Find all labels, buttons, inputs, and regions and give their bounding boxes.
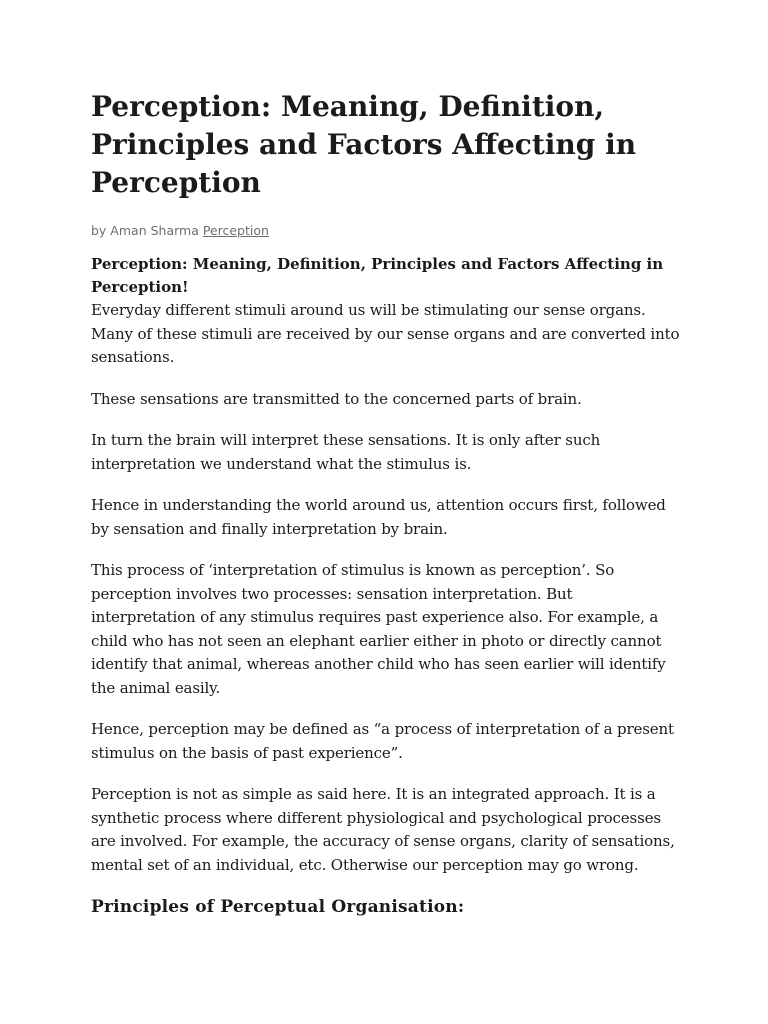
paragraph: These sensations are transmitted to the concerned parts of brain. bbox=[91, 389, 582, 408]
section-heading: Principles of Perceptual Organisation: bbox=[91, 897, 465, 917]
paragraph: Hence in understanding the world around us, attention occurs first, followed by sensation and finally interpretation by brain. bbox=[91, 496, 666, 538]
paragraph: Perception is not as simple as said here. It is an integrated approach. It is a synthetic process where different physiological and psychological processes are involved. For example, the accuracy of sense organs, clarity of sensations, mental set of an individual, etc. Otherwise our perception may go wrong. bbox=[91, 785, 675, 874]
article-title: Perception: Meaning, Definition, Principles and Factors Affecting in Perception bbox=[91, 90, 637, 199]
article-lead: Perception: Meaning, Definition, Principles and Factors Affecting in Perception! bbox=[91, 255, 664, 296]
paragraph: In turn the brain will interpret these sensations. It is only after such interpretation we understand what the stimulus is. bbox=[91, 431, 601, 473]
byline bbox=[91, 221, 681, 241]
category-link[interactable]: Perception bbox=[202, 223, 269, 238]
article bbox=[91, 88, 681, 919]
byline-author: by Aman Sharma bbox=[91, 223, 203, 238]
paragraph: Everyday different stimuli around us will be stimulating our sense organs. Many of these stimuli are received by our sense organs and are converted into sensations. bbox=[91, 301, 680, 366]
paragraph: Hence, perception may be defined as “a process of interpretation of a present stimulus on the basis of past experience”. bbox=[91, 720, 674, 762]
paragraph: This process of ‘interpretation of stimulus is known as perception’. So perception involves two processes: sensation interpretation. But interpretation of any stimulus requires past experience also. For example, a child who has not seen an elephant earlier either in photo or directly cannot identify that animal, whereas another child who has seen earlier will identify the animal easily. bbox=[91, 561, 666, 697]
